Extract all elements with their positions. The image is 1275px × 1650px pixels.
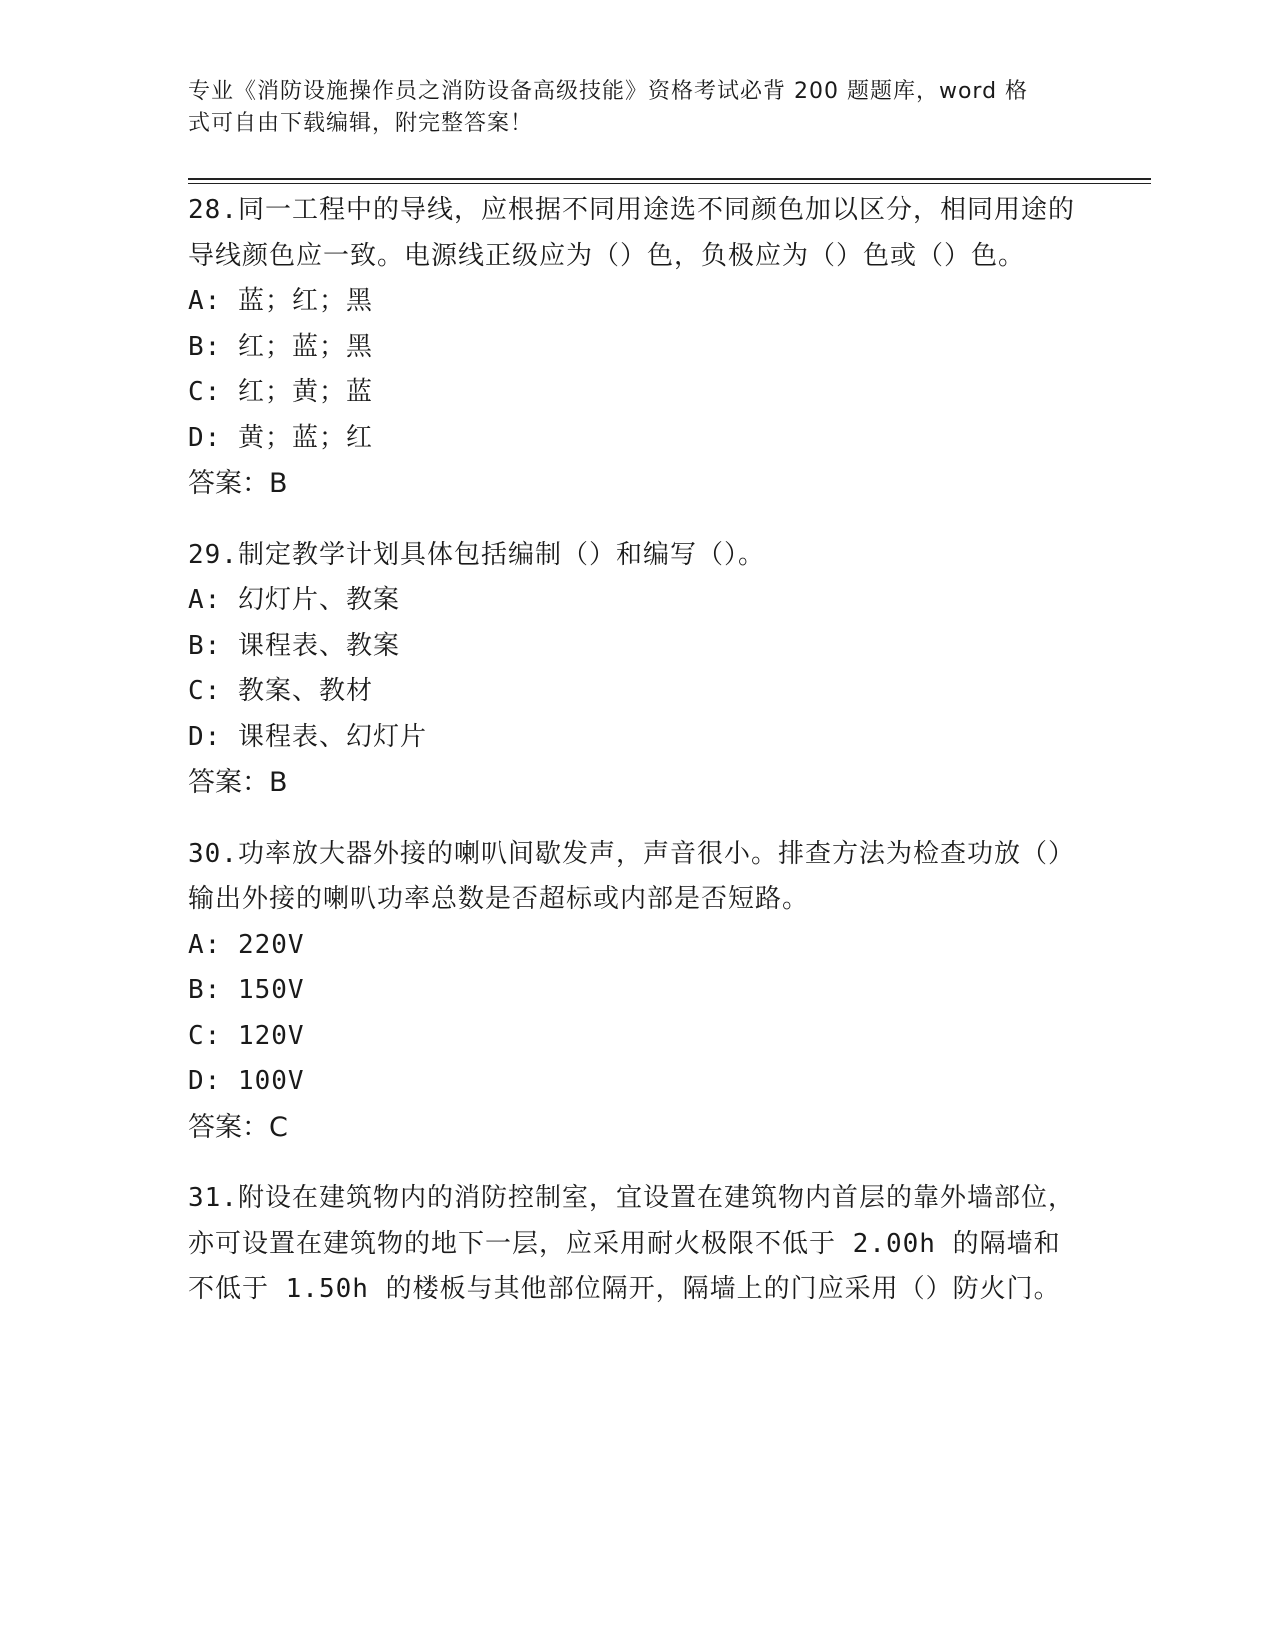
option-d: D: 黄；蓝；红 [188, 422, 373, 453]
question-31 [188, 1176, 1088, 1313]
option-a: A: 220V [188, 929, 305, 960]
option-b: B: 150V [188, 975, 305, 1005]
header-line-1: 专业《消防设施操作员之消防设备高级技能》资格考试必背 200 题题库，word 格 [188, 79, 1029, 104]
document-header [188, 76, 1068, 140]
question-30 [188, 832, 1088, 1151]
option-c: C: 红；黄；蓝 [188, 377, 373, 407]
question-list [188, 188, 1088, 1339]
answer: 答案：B [188, 767, 288, 798]
option-d: D: 课程表、幻灯片 [188, 721, 427, 752]
question-text: 30.功率放大器外接的喇叭间歇发声，声音很小。排查方法为检查功放（）输出外接的喇叭功率总数是否超标或内部是否短路。 [188, 838, 1075, 914]
question-text: 28.同一工程中的导线，应根据不同用途选不同颜色加以区分，相同用途的导线颜色应一致。电源线正级应为（）色，负极应为（）色或（）色。 [188, 195, 1075, 271]
option-c: C: 教案、教材 [188, 676, 373, 706]
option-b: B: 红；蓝；黑 [188, 331, 373, 362]
header-line-2: 式可自由下载编辑，附完整答案！ [188, 111, 534, 136]
answer: 答案：C [188, 1111, 288, 1143]
option-c: C: 120V [188, 1020, 305, 1051]
question-29 [188, 533, 1088, 806]
option-d: D: 100V [188, 1066, 305, 1096]
header-divider-thick [188, 178, 1151, 180]
option-a: A: 蓝；红；黑 [188, 286, 373, 316]
question-text: 29.制定教学计划具体包括编制（）和编写（）。 [188, 539, 765, 570]
question-28 [188, 188, 1088, 507]
option-a: A: 幻灯片、教案 [188, 585, 400, 615]
answer: 答案：B [188, 468, 288, 499]
question-text: 31.附设在建筑物内的消防控制室，宜设置在建筑物内首层的靠外墙部位，亦可设置在建筑物的地下一层，应采用耐火极限不低于 2.00h 的隔墙和不低于 1.50h 的楼板与其他部位隔开，隔墙上的门应采用（）防火门。 [188, 1183, 1075, 1304]
header-divider-thin [188, 183, 1151, 184]
option-b: B: 课程表、教案 [188, 630, 400, 661]
